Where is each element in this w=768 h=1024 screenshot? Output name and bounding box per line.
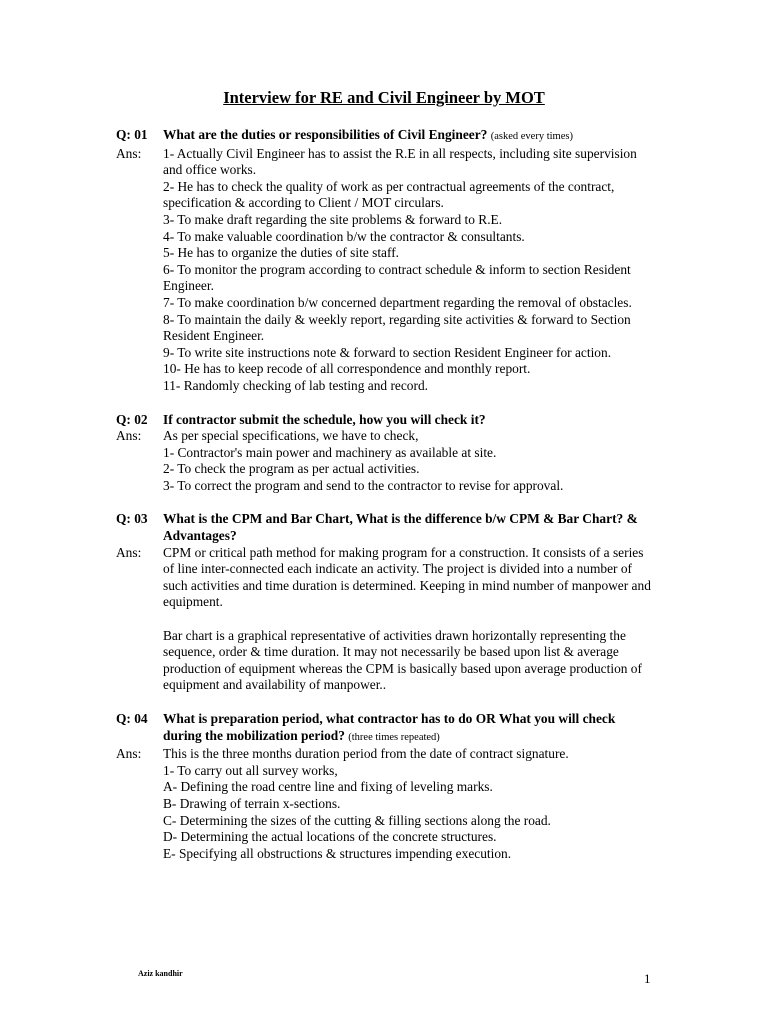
- answer-body: [163, 746, 656, 862]
- answer-line: As per special specifications, we have to check,: [163, 428, 419, 444]
- answer-line: B- Drawing of terrain x-sections.: [163, 795, 341, 811]
- answer-line: 6- To monitor the program according to contract schedule & inform to section Resident Engineer.: [163, 261, 631, 294]
- answer-row: [116, 545, 656, 694]
- answer-line: C- Determining the sizes of the cutting & filling sections along the road.: [163, 812, 551, 828]
- document-title: Interview for RE and Civil Engineer by MOT: [223, 88, 545, 107]
- answer-line: 2- He has to check the quality of work as per contractual agreements of the contract, specification & according to Client / MOT circulars.: [163, 178, 615, 211]
- answer-row: [116, 746, 656, 862]
- answer-line: 8- To maintain the daily & weekly report, regarding site activities & forward to Section Resident Engineer.: [163, 311, 631, 344]
- question-label: Q: 04: [116, 711, 148, 726]
- answer-label: Ans:: [116, 428, 142, 444]
- question-text: What is the CPM and Bar Chart, What is the difference b/w CPM & Bar Chart? & Advantages?: [163, 511, 638, 544]
- answer-body: [163, 545, 656, 694]
- answer-row: [116, 146, 656, 395]
- question-label: Q: 03: [116, 511, 148, 527]
- answer-line: 7- To make coordination b/w concerned department regarding the removal of obstacles.: [163, 294, 632, 310]
- question-label: Q: 01: [116, 127, 148, 142]
- answer-line: This is the three months duration period from the date of contract signature.: [163, 746, 569, 762]
- qa-block: [116, 127, 656, 395]
- answer-line: 3- To correct the program and send to the contractor to revise for approval.: [163, 477, 564, 493]
- answer-line: 5- He has to organize the duties of site staff.: [163, 245, 400, 261]
- question-body: [163, 412, 656, 429]
- qa-list: [116, 127, 656, 879]
- answer-line: 4- To make valuable coordination b/w the contractor & consultants.: [163, 228, 525, 244]
- qa-block: [116, 412, 656, 495]
- answer-line: 9- To write site instructions note & forward to section Resident Engineer for action.: [163, 344, 612, 360]
- question-label: Q: 02: [116, 411, 148, 427]
- question-row: [116, 711, 656, 746]
- qa-block: [116, 711, 656, 862]
- answer-paragraph: Bar chart is a graphical representative of activities drawn horizontally representing the sequence, order & time duration. It may not necessarily be based upon list & average production of equipment whereas the CPM is basically based upon average production of equipment and availability of manpower..: [163, 627, 642, 693]
- question-note: (asked every times): [490, 131, 573, 142]
- question-text: If contractor submit the schedule, how you will check it?: [163, 411, 486, 427]
- answer-line: 1- To carry out all survey works,: [163, 762, 338, 778]
- answer-line: 3- To make draft regarding the site problems & forward to R.E.: [163, 211, 503, 227]
- answer-line: 10- He has to keep recode of all correspondence and monthly report.: [163, 361, 531, 377]
- answer-line: 2- To check the program as per actual activities.: [163, 461, 420, 477]
- answer-label: Ans:: [116, 746, 142, 762]
- footer-author: Aziz kandhir: [138, 969, 183, 978]
- question-row: [116, 127, 656, 146]
- question-body: [163, 511, 656, 544]
- question-note: (three times repeated): [348, 731, 440, 743]
- page-number: 1: [644, 971, 651, 986]
- question-body: [163, 127, 656, 146]
- question-row: [116, 412, 656, 429]
- question-text: What are the duties or responsibilities of Civil Engineer?: [163, 127, 488, 142]
- question-text: What is preparation period, what contractor has to do OR What you will check during the mobilization period?: [163, 711, 616, 743]
- answer-line: 11- Randomly checking of lab testing and record.: [163, 377, 429, 393]
- answer-line: A- Defining the road centre line and fixing of leveling marks.: [163, 779, 493, 795]
- answer-line: E- Specifying all obstructions & structures impending execution.: [163, 845, 512, 861]
- paragraph-gap: [163, 611, 656, 628]
- question-row: [116, 511, 656, 544]
- answer-line: 1- Contractor's main power and machinery as available at site.: [163, 444, 497, 460]
- answer-row: [116, 428, 656, 494]
- answer-body: [163, 146, 656, 395]
- qa-block: [116, 511, 656, 694]
- answer-label: Ans:: [116, 544, 142, 560]
- answer-label: Ans:: [116, 145, 142, 161]
- question-body: [163, 711, 656, 746]
- answer-line: 1- Actually Civil Engineer has to assist the R.E in all respects, including site supervision and office works.: [163, 145, 637, 178]
- answer-body: [163, 428, 656, 494]
- answer-line: D- Determining the actual locations of the concrete structures.: [163, 829, 497, 845]
- answer-paragraph: CPM or critical path method for making program for a construction. It consists of a series of line inter-connected each indicate an activity. The project is divided into a number of such activities and time duration is determined. Keeping in mind number of manpower and equipment.: [163, 544, 651, 610]
